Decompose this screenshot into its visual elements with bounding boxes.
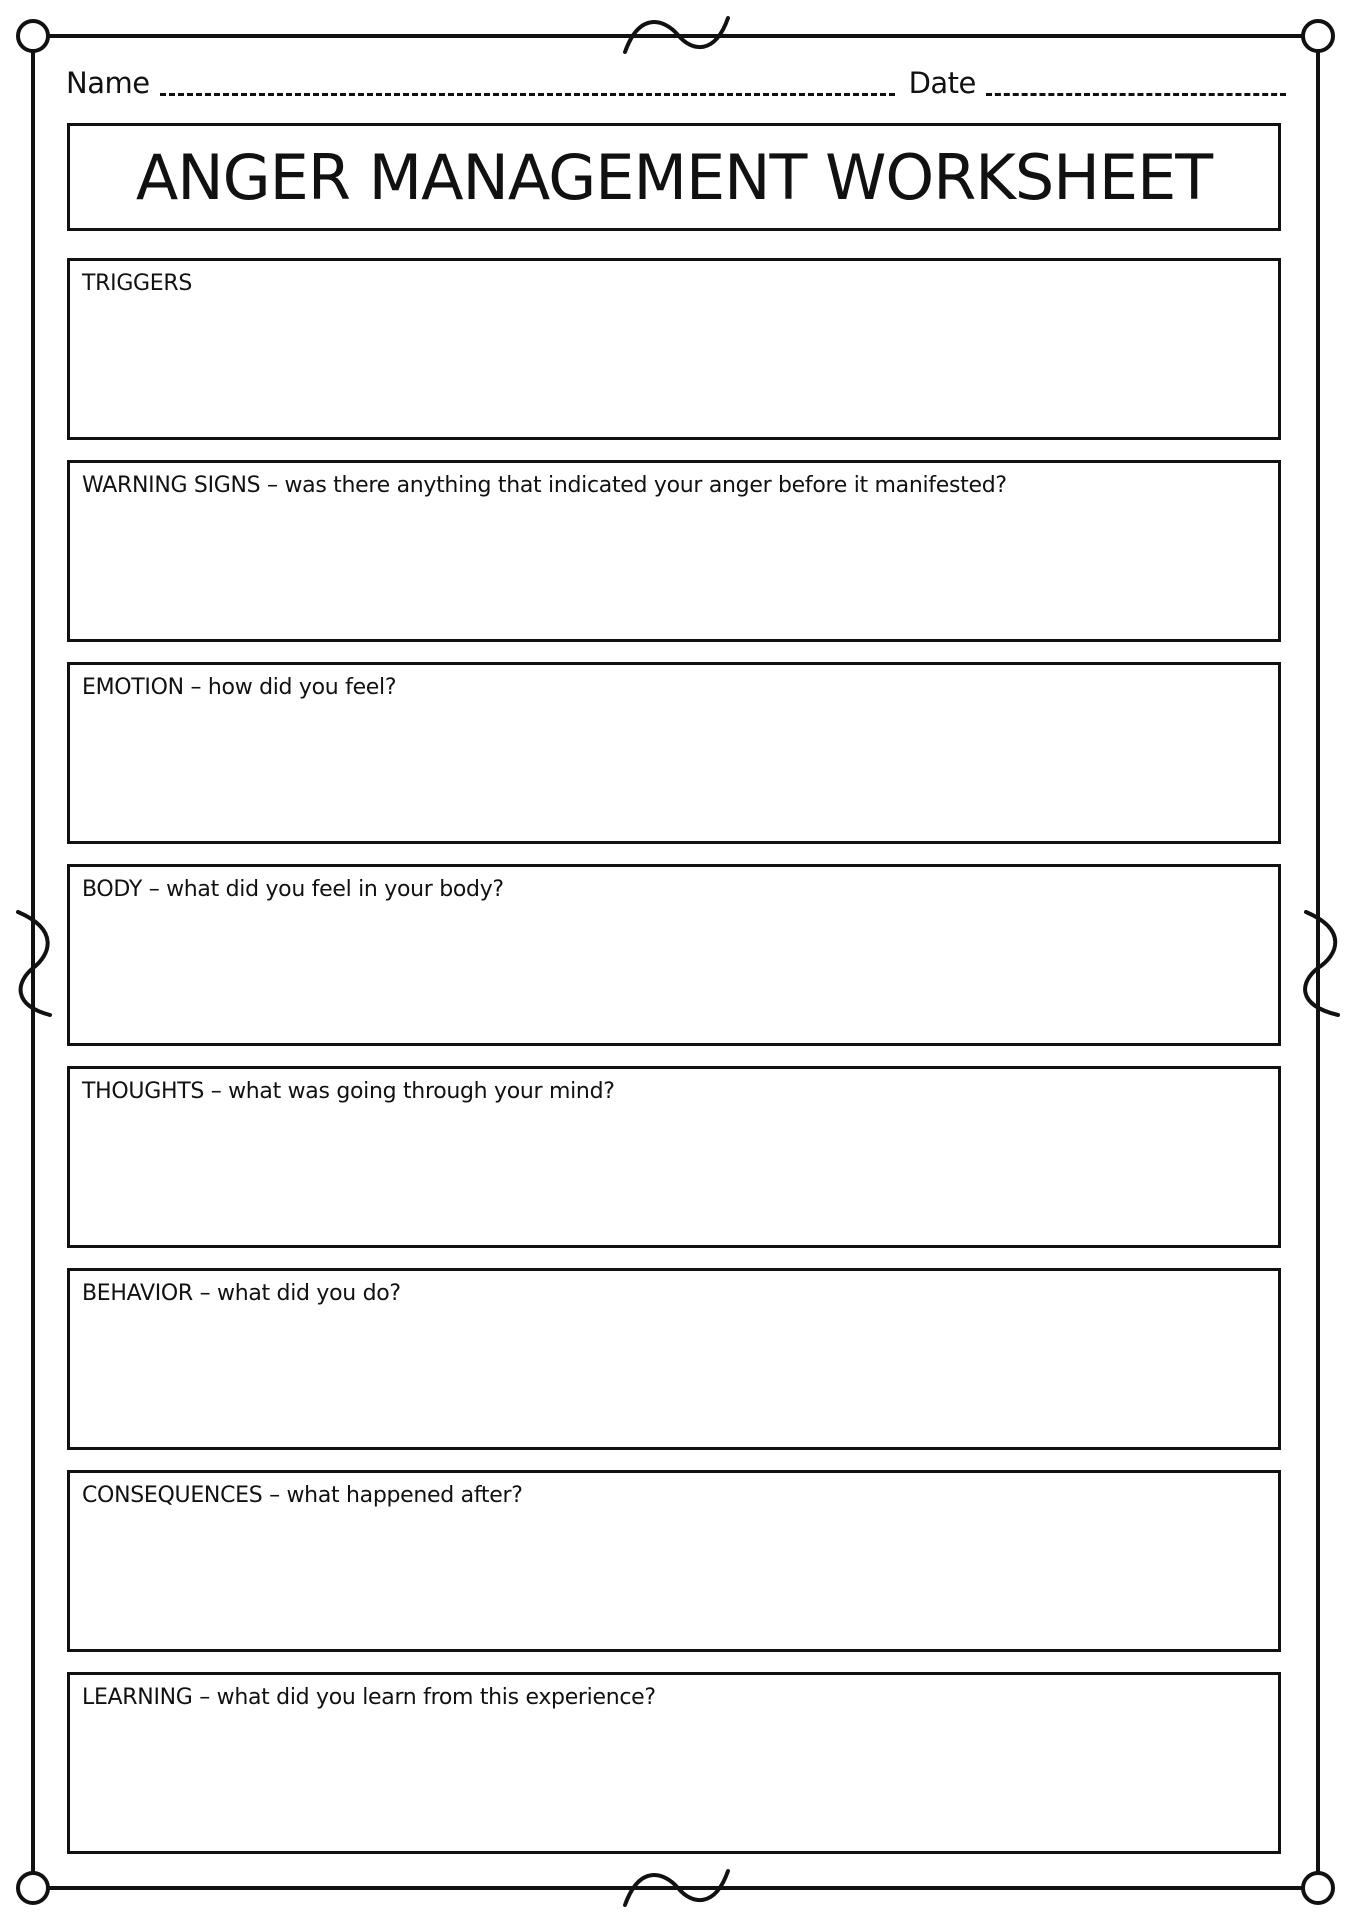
section-label-body: BODY – what did you feel in your body? bbox=[82, 877, 504, 902]
name-field[interactable] bbox=[160, 93, 895, 96]
answer-area-thoughts[interactable] bbox=[82, 1113, 1266, 1235]
section-consequences bbox=[67, 1470, 1281, 1652]
corner-circle-bl bbox=[18, 1873, 48, 1903]
section-label-warning-signs: WARNING SIGNS – was there anything that indicated your anger before it manifested? bbox=[82, 473, 1007, 498]
answer-area-warning-signs[interactable] bbox=[82, 507, 1266, 629]
header-row bbox=[66, 62, 1286, 106]
answer-area-consequences[interactable] bbox=[82, 1517, 1266, 1639]
section-emotion bbox=[67, 662, 1281, 844]
corner-circle-tr bbox=[1303, 21, 1333, 51]
answer-area-behavior[interactable] bbox=[82, 1315, 1266, 1437]
squiggle-right bbox=[1305, 912, 1338, 1015]
section-label-behavior: BEHAVIOR – what did you do? bbox=[82, 1281, 401, 1306]
section-label-learning: LEARNING – what did you learn from this experience? bbox=[82, 1685, 656, 1710]
section-thoughts bbox=[67, 1066, 1281, 1248]
title-box bbox=[67, 123, 1281, 231]
section-label-thoughts: THOUGHTS – what was going through your mind? bbox=[82, 1079, 615, 1104]
corner-circle-tl bbox=[18, 21, 48, 51]
section-label-triggers: TRIGGERS bbox=[82, 271, 193, 296]
date-label: Date bbox=[908, 66, 976, 100]
section-warning-signs bbox=[67, 460, 1281, 642]
corner-circle-br bbox=[1303, 1873, 1333, 1903]
answer-area-triggers[interactable] bbox=[82, 305, 1266, 427]
answer-area-learning[interactable] bbox=[82, 1719, 1266, 1841]
section-label-emotion: EMOTION – how did you feel? bbox=[82, 675, 397, 700]
answer-area-body[interactable] bbox=[82, 911, 1266, 1033]
page-title: ANGER MANAGEMENT WORKSHEET bbox=[135, 140, 1213, 214]
section-behavior bbox=[67, 1268, 1281, 1450]
date-field[interactable] bbox=[986, 93, 1286, 96]
answer-area-emotion[interactable] bbox=[82, 709, 1266, 831]
section-label-consequences: CONSEQUENCES – what happened after? bbox=[82, 1483, 523, 1508]
section-body bbox=[67, 864, 1281, 1046]
section-triggers bbox=[67, 258, 1281, 440]
name-label: Name bbox=[66, 66, 150, 100]
section-learning bbox=[67, 1672, 1281, 1854]
